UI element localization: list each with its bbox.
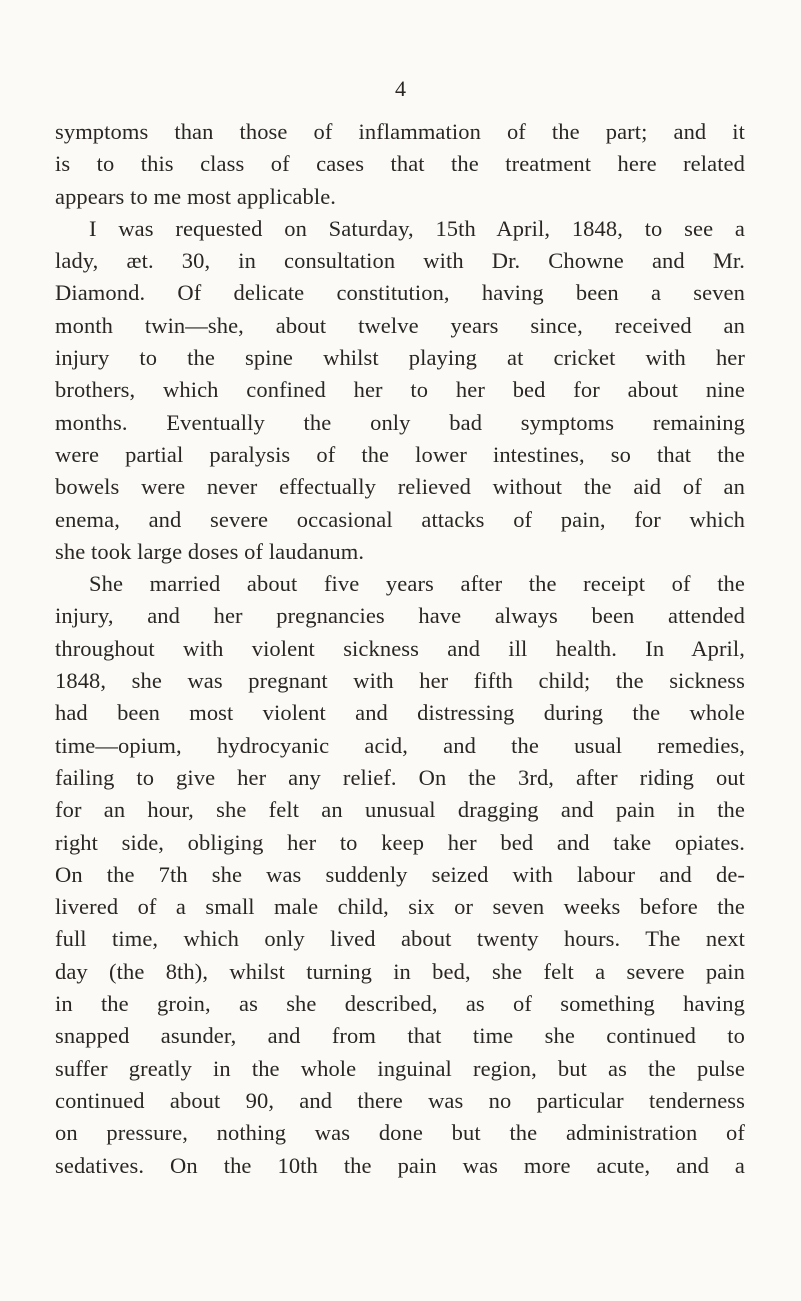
text-line: She married about five years after the receipt of the xyxy=(89,571,745,597)
text-line: failing to give her any relief. On the 3rd, after riding out xyxy=(55,764,745,790)
text-line: full time, which only lived about twenty hours. The next xyxy=(55,926,745,952)
text-line: livered of a small male child, six or seven weeks before the xyxy=(55,894,745,920)
text-line: 1848, she was pregnant with her fifth child; the sickness xyxy=(55,668,745,694)
text-line: on pressure, nothing was done but the administration of xyxy=(55,1120,745,1146)
text-line: suffer greatly in the whole inguinal region, but as the pulse xyxy=(55,1055,745,1081)
text-line: Diamond. Of delicate constitution, having been a seven xyxy=(55,280,745,306)
text-line: had been most violent and distressing during the whole xyxy=(55,700,745,726)
text-line: she took large doses of laudanum. xyxy=(55,538,365,564)
text-line: bowels were never effectually relieved without the aid of an xyxy=(55,474,745,500)
text-line: were partial paralysis of the lower intestines, so that the xyxy=(55,441,745,467)
text-line: month twin—she, about twelve years since, received an xyxy=(55,312,745,338)
text-line: I was requested on Saturday, 15th April, 1848, to see a xyxy=(89,215,745,241)
page-number: 4 xyxy=(395,76,406,101)
text-line: lady, æt. 30, in consultation with Dr. Chowne and Mr. xyxy=(55,248,745,274)
text-line: months. Eventually the only bad symptoms remaining xyxy=(55,409,745,435)
text-line: for an hour, she felt an unusual dragging and pain in the xyxy=(55,797,745,823)
text-line: injury, and her pregnancies have always been attended xyxy=(55,603,745,629)
text-line: time—opium, hydrocyanic acid, and the usual remedies, xyxy=(55,732,745,758)
text-line: enema, and severe occasional attacks of pain, for which xyxy=(55,506,745,532)
text-line: day (the 8th), whilst turning in bed, she felt a severe pain xyxy=(55,958,745,984)
text-line: brothers, which confined her to her bed for about nine xyxy=(55,377,745,403)
body-text xyxy=(55,116,745,1182)
text-line: On the 7th she was suddenly seized with labour and de- xyxy=(55,861,745,887)
text-line: continued about 90, and there was no particular tenderness xyxy=(55,1087,745,1113)
text-line: appears to me most applicable. xyxy=(55,183,337,209)
text-line: injury to the spine whilst playing at cricket with her xyxy=(55,345,745,371)
text-line: sedatives. On the 10th the pain was more acute, and a xyxy=(55,1152,745,1178)
text-line: in the groin, as she described, as of something having xyxy=(55,991,745,1017)
text-line: right side, obliging her to keep her bed and take opiates. xyxy=(55,829,745,855)
text-line: snapped asunder, and from that time she continued to xyxy=(55,1023,745,1049)
text-line: symptoms than those of inflammation of the part; and it xyxy=(55,119,745,144)
text-line: is to this class of cases that the treatment here related xyxy=(55,151,745,177)
text-line: throughout with violent sickness and ill health. In April, xyxy=(55,635,745,661)
